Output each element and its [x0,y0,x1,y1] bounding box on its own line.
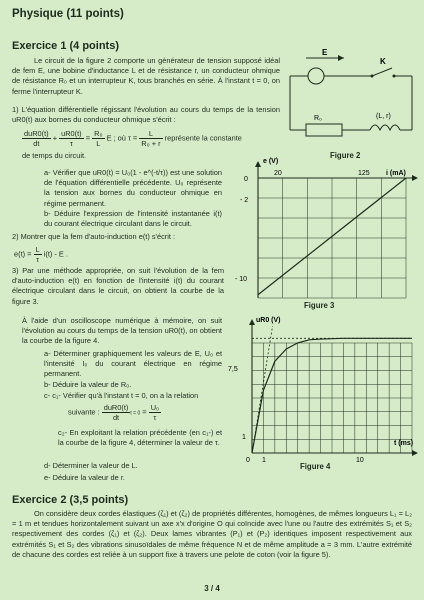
eq-den-2: τ [69,139,73,148]
fig4-ylabel: uR0 (V) [256,317,281,324]
exercise-2-text: On considère deux cordes élastiques (ζ₁) et (ζ₂) de propriétés différentes, homogènes, de mêmes longueurs L₁ = L₂ = 1 m et tendues horizontalement suivant un axe x'x d'origine O qui coïncide avec l'une ou l'autre des extrémités S₁ et S₂ respectivement des cordes (ζ₁) et (ζ₂). Deux lames vibrantes (P₁) et (P₂) identiques imposent respectivement aux extrémités S₁ et S₂ des vibrations sinusoïdales de même fréquence N et de même amplitude a = 3 mm. L'autre extrémité de chacune des cordes est reliée à un support fixe à travers une pelote de coton (voir la figure 5). [12,509,412,559]
self-induction-equation [14,245,68,264]
eq-num-2: uR0(t) [61,129,82,138]
question-4b: b- Déduire la valeur de R₀. [44,380,132,389]
eq-den-1: dt [33,139,40,148]
label-e: E [322,48,328,57]
question-4e: e- Déduire la valeur de r. [44,473,125,482]
question-1b: b- Déduire l'expression de l'intensité instantanée i(t) du courant électrique circulant dans le circuit. [44,209,222,229]
q4c1-den2: τ [153,413,157,422]
exercise-1-heading: Exercice 1 (4 points) [12,40,119,52]
q4c1-sub: t = 0 [130,410,141,417]
fig3-tick-y-0: 0 [244,176,248,183]
eq-tau-def: E ; où τ = [106,133,138,143]
figure-3-chart [226,153,420,315]
q2-eq-left: e(t) = [14,249,32,259]
question-1: 1) L'équation différentielle régissant l'évolution au cours du temps de la tension uR0(t) aux bornes du conducteur ohmique s'écrit : [12,105,280,125]
fig3-tick-y-minus-10: - 10 [235,276,248,283]
fig4-tick-x-1: 1 [262,457,266,464]
q4c1-prefix: suivante : [68,407,100,417]
label-k: K [380,57,386,66]
fig3-tick-y-minus-2: - 2 [240,197,249,204]
question-2: 2) Montrer que la fem d'auto-induction e(t) s'écrit : [12,232,176,241]
question-4c2: c₂- En exploitant la relation précédente (en c₁-) et la courbe de la figure 4, déterminer la valeur de τ. [58,428,222,448]
q2-eq-right: i(t) - E . [43,249,68,259]
question-1-end: de temps du circuit. [22,151,87,160]
fig4-tick-x-0: 0 [246,457,250,464]
eq-num-3: R₀ [94,129,103,138]
question-4: À l'aide d'un oscilloscope numérique à mémoire, on suit l'évolution au cours du temps de la tension uR0(t), on obtient la courbe de la figure 4. [22,316,222,346]
eq-num-1: duR0(t) [24,129,49,138]
eq-den-4: R₀ + r [141,139,161,148]
fig3-ylabel: e (V) [263,158,279,165]
exercise-2-heading: Exercice 2 (3,5 points) [12,494,129,506]
page-number: 3 / 4 [204,584,220,593]
q2-den: τ [36,255,40,264]
q4c1-num2: U₀ [150,403,160,412]
fig3-xlabel: i (mA) [386,170,406,177]
q4c1-equals: = [142,407,147,417]
question-4d: d- Déterminer la valeur de L. [44,461,138,470]
figure-3-caption: Figure 3 [304,301,335,310]
fig4-tick-x-10: 10 [356,457,364,464]
eq-tail: représente la constante [164,133,242,143]
question-4c1: c- c₁- Vérifier qu'à l'instant t = 0, on a la relation [44,391,199,400]
fig4-tick-y-1: 1 [242,434,246,441]
eq-den-3: L [96,139,101,148]
eq-plus: + [52,133,58,143]
figure-4-caption: Figure 4 [300,462,331,471]
q2-num: L [35,245,40,254]
label-r0: R₀ [314,115,322,122]
eq-equals: = [85,133,91,143]
fig3-tick-x-20: 20 [274,170,282,177]
page-title: Physique (11 points) [12,8,124,20]
q4c1-den: dt [112,413,120,422]
exercise-1-intro: Le circuit de la figure 2 comporte un générateur de tension supposé idéal de fem E, une bobine d'inductance L et de résistance r, un conducteur ohmique de résistance R₀ et un interrupteur K, tous branchés en série. À l'instant t = 0, on ferme l'interrupteur K. [12,56,280,96]
q4c1-num: duR0(t) [103,403,129,412]
question-4a: a- Déterminer graphiquement les valeurs de E, U₀ et l'intensité I₀ du courant électrique en régime permanent. [44,349,222,379]
differential-equation [22,129,312,148]
fig4-xlabel: t (ms) [394,440,414,447]
fig3-tick-x-125: 125 [358,170,370,177]
question-1a: a- Vérifier que uR0(t) = U₀(1 - e^(-t/τ)) est une solution de l'équation différentielle précédente. U₀ représente la tension aux bornes du conducteur ohmique en régime permanent. [44,168,222,208]
label-lr: (L, r) [376,113,391,120]
figure-2-caption: Figure 2 [330,151,361,160]
question-3: 3) Par une méthode appropriée, on suit l'évolution de la fem d'auto-induction e(t) en fonction de l'intensité i(t) du courant électrique circulant dans le circuit, on obtient la courbe de la figure 3. [12,266,224,306]
eq-num-4: L [139,129,162,139]
fig4-tick-y-7-5: 7,5 [228,366,238,373]
initial-slope-relation [68,403,161,422]
figure-4-chart [222,313,420,473]
